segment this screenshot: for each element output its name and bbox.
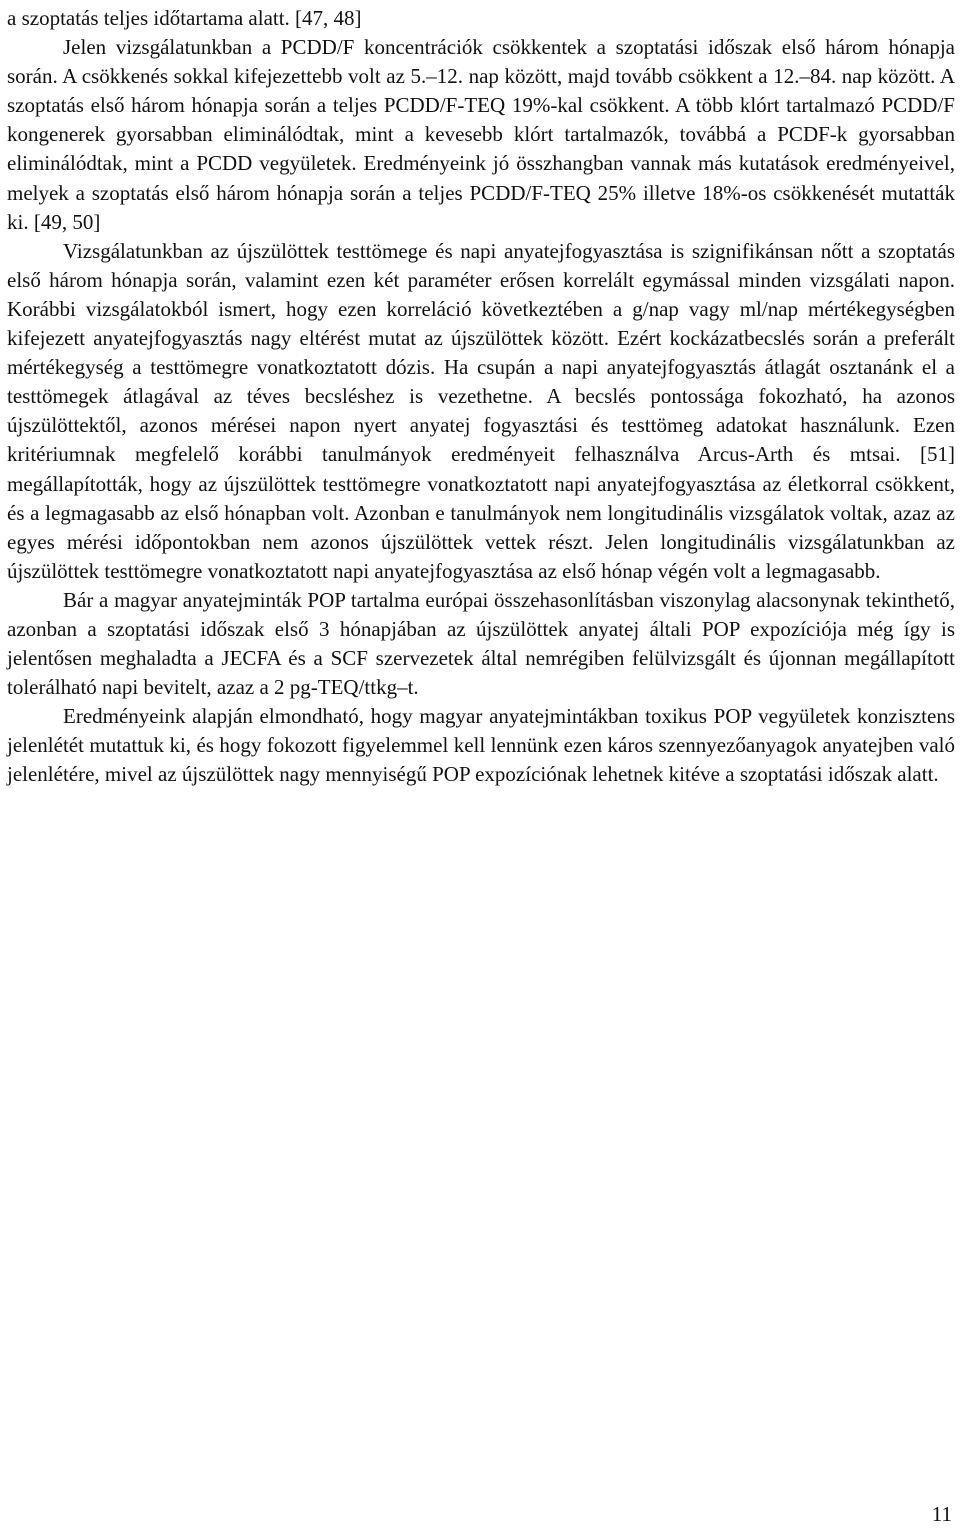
paragraph-conclusion: Eredményeink alapján elmondható, hogy magyar anyatejmintákban toxikus POP vegyületek konzisztens jelenlétét mutattuk ki, és hogy fokozott figyelemmel kell lennünk ezen káros szennyezőanyagok anyatejben való jelenlétére, mivel az újszülöttek nagy mennyiségű POP expozíciónak lehetnek kitéve a szoptatási időszak alatt. [7,704,955,787]
page-number: 11 [931,1502,952,1526]
paragraph-milk-intake: Vizsgálatunkban az újszülöttek testtömege és napi anyatejfogyasztása is szignifikánsan nőtt a szoptatás első három hónapja során, valamint ezen két paraméter erősen korrelált egymással minden vizsgálati napon. Korábbi vizsgálatokból ismert, hogy ezen korreláció következtében a g/nap vagy ml/nap mértékegységben kifejezett anyatejfogyasztás nagy eltérést mutat az újszülöttek között. Ezért kockázatbecslés során a preferált mértékegység a testtömegre vonatkoztatott dózis. Ha csupán a napi anyatejfogyasztás átlagát osztanánk el a testtömegek átlagával az téves becsléshez is vezethetne. A becslés pontossága fokozható, ha azonos újszülöttektől, azonos mérései napon nyert anyatej fogyasztási és testtömeg adatokat használunk. Ezen kritériumnak megfelelő korábbi tanulmányok eredményeit felhasználva Arcus-Arth és mtsai. [51] megállapították, hogy az újszülöttek testtömegre vonatkoztatott napi anyatejfogyasztása az életkorral csökkent, és a legmagasabb az első hónapban volt. Azonban e tanulmányok nem longitudinális vizsgálatok voltak, azaz az egyes mérési időpontokban nem azonos újszülöttek vettek részt. Jelen longitudinális vizsgálatunkban az újszülöttek testtömegre vonatkoztatott napi anyatejfogyasztása az első hónap végén volt a legmagasabb. [7,238,955,583]
document-page [7,4,955,790]
paragraph-continuation: a szoptatás teljes időtartama alatt. [47, 48] [7,6,362,30]
paragraph-pcdd-results: Jelen vizsgálatunkban a PCDD/F koncentrációk csökkentek a szoptatási időszak első három hónapja során. A csökkenés sokkal kifejezettebb volt az 5.–12. nap között, majd tovább csökkent a 12.–84. nap között. A szoptatás első három hónapja során a teljes PCDD/F-TEQ 19%-kal csökkent. A több klórt tartalmazó PCDD/F kongenerek gyorsabban eliminálódtak, mint a kevesebb klórt tartalmazók, továbbá a PCDF-k gyorsabban eliminálódtak, mint a PCDD vegyületek. Eredményeink jó összhangban vannak más kutatások eredményeivel, melyek a szoptatás első három hónapja során a teljes PCDD/F-TEQ 25% illetve 18%-os csökkenését mutatták ki. [49, 50] [7,35,955,234]
paragraph-pop-exposure: Bár a magyar anyatejminták POP tartalma európai összehasonlításban viszonylag alacsonynak tekinthető, azonban a szoptatási időszak első 3 hónapjában az újszülöttek anyatej általi POP expozíciója még így is jelentősen meghaladta a JECFA és a SCF szervezetek által nemrégiben felülvizsgált és újonnan megállapított tolerálható napi bevitelt, azaz a 2 pg-TEQ/ttkg–t. [7,587,955,700]
